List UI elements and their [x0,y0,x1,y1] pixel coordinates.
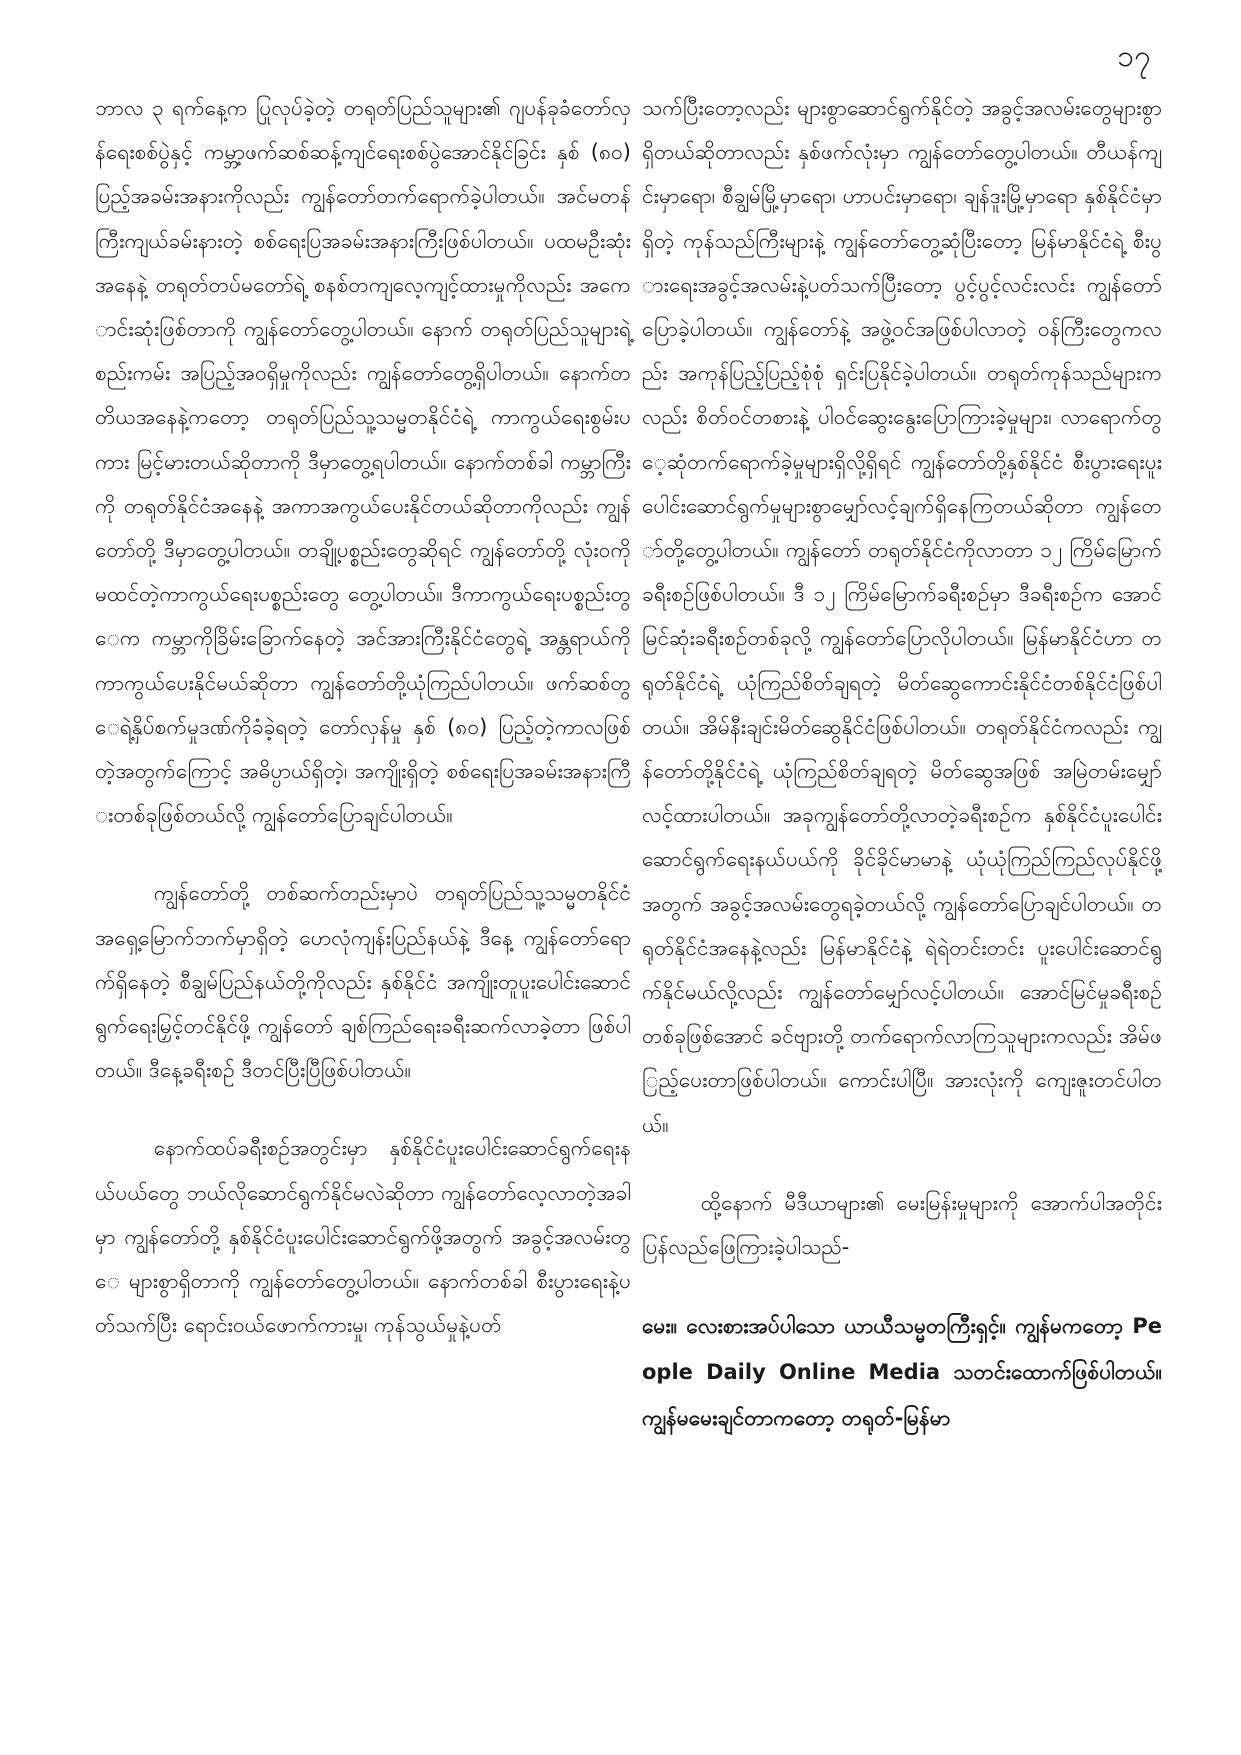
left-column [95,86,631,1381]
body-paragraph: နောက်ထပ်ခရီးစဉ်အတွင်းမှာ နှစ်နိုင်ငံပူးပေါင်းဆောင်ရွက်ရေးနယ်ပယ်တွေ ဘယ်လိုဆောင်ရွက်နိုင်မလဲဆိုတာ ကျွန်တော်လေ့လာတဲ့အခါမှာ ကျွန်တော်တို့ နှစ်နိုင်ငံပူးပေါင်းဆောင်ရွက်ဖို့အတွက် အခွင့်အလမ်းတွေ များစွာရှိတာကို ကျွန်တော်တွေ့ပါတယ်။ နောက်တစ်ခါ စီးပွားရေးနဲ့ပတ်သက်ပြီး ရောင်းဝယ်ဖောက်ကားမှု၊ ကုန်သွယ်မှုနဲ့ပတ် [95,1136,631,1338]
body-paragraph: ထို့နောက် မီဒီယာများ၏ မေးမြန်းမှုများကို အောက်ပါအတိုင်း ပြန်လည်ဖြေကြားခဲ့ပါသည်- [642,1190,1162,1260]
body-paragraph: ကျွန်တော်တို့ တစ်ဆက်တည်းမှာပဲ တရုတ်ပြည်သူ့သမ္မတနိုင်ငံ အရှေ့မြောက်ဘက်မှာရှိတဲ့ ဟေလုံကျန်းပြည်နယ်နဲ့ ဒီနေ့ ကျွန်တော်ရောက်ရှိနေတဲ့ စီချွမ်ပြည်နယ်တို့ကိုလည်း နှစ်နိုင်ငံ အကျိုးတူပူးပေါင်းဆောင်ရွက်ရေးမြှင့်တင်နိုင်ဖို့ ကျွန်တော် ချစ်ကြည်ရေးခရီးဆက်လာခဲ့တာ ဖြစ်ပါတယ်။ ဒီနေ့ခရီးစဉ် ဒီတင်ပြီးပြီဖြစ်ပါတယ်။ [95,881,631,1083]
body-paragraph: သက်ပြီးတော့လည်း များစွာဆောင်ရွက်နိုင်တဲ့ အခွင့်အလမ်းတွေများစွာရှိတယ်ဆိုတာလည်း နှစ်ဖက်လုံးမှာ ကျွန်တော်တွေ့ပါတယ်။ တီယန်ကျင်းမှာရော၊ စီချွမ်မြို့မှာရော၊ ဟာပင်းမှာရော၊ ချန်ဒူးမြို့မှာရော နှစ်နိုင်ငံမှာရှိတဲ့ ကုန်သည်ကြီးများနဲ့ ကျွန်တော်တွေ့ဆုံပြီးတော့ မြန်မာနိုင်ငံရဲ့ စီးပွားရေးအခွင့်အလမ်းနဲ့ပတ်သက်ပြီးတော့ ပွင့်ပွင့်လင်းလင်း ကျွန်တော်ပြောခဲ့ပါတယ်။ ကျွန်တော်နဲ့ အဖွဲ့ဝင်အဖြစ်ပါလာတဲ့ ဝန်ကြီးတွေကလည်း အကုန်ပြည့်ပြည့်စုံစုံ ရှင်းပြနိုင်ခဲ့ပါတယ်။ တရုတ်ကုန်သည်များကလည်း စိတ်ဝင်တစားနဲ့ ပါဝင်ဆွေးနွေးပြောကြားခဲ့မှုများ၊ လာရောက်တွေ့ဆုံတက်ရောက်ခဲ့မှုများရှိလို့ရှိရင် ကျွန်တော်တို့နှစ်နိုင်ငံ စီးပွားရေးပူးပေါင်းဆောင်ရွက်မှုများစွာမျှော်လင့်ချက်ရှိနေကြတယ်ဆိုတာ ကျွန်တော်တို့တွေ့ပါတယ်။ ကျွန်တော် တရုတ်နိုင်ငံကိုလာတာ ၁၂ ကြိမ်မြောက်ခရီးစဉ်ဖြစ်ပါတယ်။ ဒီ ၁၂ ကြိမ်မြောက်ခရီးစဉ်မှာ ဒီခရီးစဉ်က အောင်မြင်ဆုံးခရီးစဉ်တစ်ခုလို့ ကျွန်တော်ပြောလိုပါတယ်။ မြန်မာနိုင်ငံဟာ တရုတ်နိုင်ငံရဲ့ ယုံကြည်စိတ်ချရတဲ့ မိတ်ဆွေကောင်းနိုင်ငံတစ်နိုင်ငံဖြစ်ပါတယ်။ အိမ်နီးချင်းမိတ်ဆွေနိုင်ငံဖြစ်ပါတယ်။ တရုတ်နိုင်ငံကလည်း ကျွန်တော်တို့နိုင်ငံရဲ့ ယုံကြည်စိတ်ချရတဲ့ မိတ်ဆွေအဖြစ် အမြဲတမ်းမျှော်လင့်ထားပါတယ်။ အခုကျွန်တော်တို့လာတဲ့ခရီးစဉ်က နှစ်နိုင်ငံပူးပေါင်းဆောင်ရွက်ရေးနယ်ပယ်ကို ခိုင်ခိုင်မာမာနဲ့ ယုံယုံကြည်ကြည်လုပ်နိုင်ဖို့အတွက် အခွင့်အလမ်းတွေရခဲ့တယ်လို့ ကျွန်တော်ပြောချင်ပါတယ်။ တရုတ်နိုင်ငံအနေနဲ့လည်း မြန်မာနိုင်ငံနဲ့ ရဲရဲတင်းတင်း ပူးပေါင်းဆောင်ရွက်နိုင်မယ်လို့လည်း ကျွန်တော်မျှော်လင့်ပါတယ်။ အောင်မြင်မှုခရီးစဉ်တစ်ခုဖြစ်အောင် ခင်ဗျားတို့ တက်ရောက်လာကြသူများကလည်း အိမ်ဖြည့်ပေးတာဖြစ်ပါတယ်။ ကောင်းပါပြီ။ အားလုံးကို ကျေးဇူးတင်ပါတယ်။ [642,96,1162,1137]
right-column [642,86,1162,1475]
body-paragraph: ဘာလ ၃ ရက်နေ့က ပြုလုပ်ခဲ့တဲ့ တရုတ်ပြည်သူများ၏ ဂျပန်ခုခံတော်လှန်ရေးစစ်ပွဲနှင့် ကမ္ဘာ့ဖက်ဆစ်ဆန့်ကျင်ရေးစစ်ပွဲအောင်နိုင်ခြင်း နှစ် (၈၀) ပြည့်အခမ်းအနားကိုလည်း ကျွန်တော်တက်ရောက်ခဲ့ပါတယ်။ အင်မတန်ကြီးကျယ်ခမ်းနားတဲ့ စစ်ရေးပြအခမ်းအနားကြီးဖြစ်ပါတယ်။ ပထမဦးဆုံးအနေနဲ့ တရုတ်တပ်မတော်ရဲ့ စနစ်တကျလေ့ကျင့်ထားမှုကိုလည်း အကောင်းဆုံးဖြစ်တာကို ကျွန်တော်တွေ့ပါတယ်။ နောက် တရုတ်ပြည်သူများရဲ့ စည်းကမ်း အပြည့်အဝရှိမှုကိုလည်း ကျွန်တော်တွေ့ရှိပါတယ်။ နောက်တတိယအနေနဲ့ကတော့ တရုတ်ပြည်သူ့သမ္မတနိုင်ငံရဲ့ ကာကွယ်ရေးစွမ်းပကား မြင့်မားတယ်ဆိုတာကို ဒီမှာတွေ့ရပါတယ်။ နောက်တစ်ခါ ကမ္ဘာကြီးကို တရုတ်နိုင်ငံအနေနဲ့ အကာအကွယ်ပေးနိုင်တယ်ဆိုတာကိုလည်း ကျွန်တော်တို့ ဒီမှာတွေ့ပါတယ်။ တချို့ပစ္စည်းတွေဆိုရင် ကျွန်တော်တို့ လုံးဝကို မထင်တဲ့ကာကွယ်ရေးပစ္စည်းတွေ တွေ့ပါတယ်။ ဒီကာကွယ်ရေးပစ္စည်းတွေက ကမ္ဘာကိုခြိမ်းခြောက်နေတဲ့ အင်အားကြီးနိုင်ငံတွေရဲ့ အန္တရာယ်ကိုကာကွယ်ပေးနိုင်မယ်ဆိုတာ ကျွန်တော်တို့ယုံကြည်ပါတယ်။ ဖက်ဆစ်တွေရဲ့နှိပ်စက်မှုဒဏ်ကိုခံခဲ့ရတဲ့ တော်လှန်မှု နှစ် (၈၀) ပြည့်တဲ့ကာလဖြစ်တဲ့အတွက်ကြောင့် အဓိပ္ပာယ်ရှိတဲ့၊ အကျိုးရှိတဲ့ စစ်ရေးပြအခမ်းအနားကြီးတစ်ခုဖြစ်တယ်လို့ ကျွန်တော်ပြောချင်ပါတယ်။ [95,96,631,828]
page-number: ၁၇ [1117,39,1151,74]
interview-question: မေး။ လေးစားအပ်ပါသော ယာယီသမ္မတကြီးရှင့်။ ကျွန်မကတော့ People Daily Online Media သတင်းထောက်ဖြစ်ပါတယ်။ ကျွန်မမေးချင်တာကတော့ တရုတ်-မြန်မာ [642,1314,1162,1431]
